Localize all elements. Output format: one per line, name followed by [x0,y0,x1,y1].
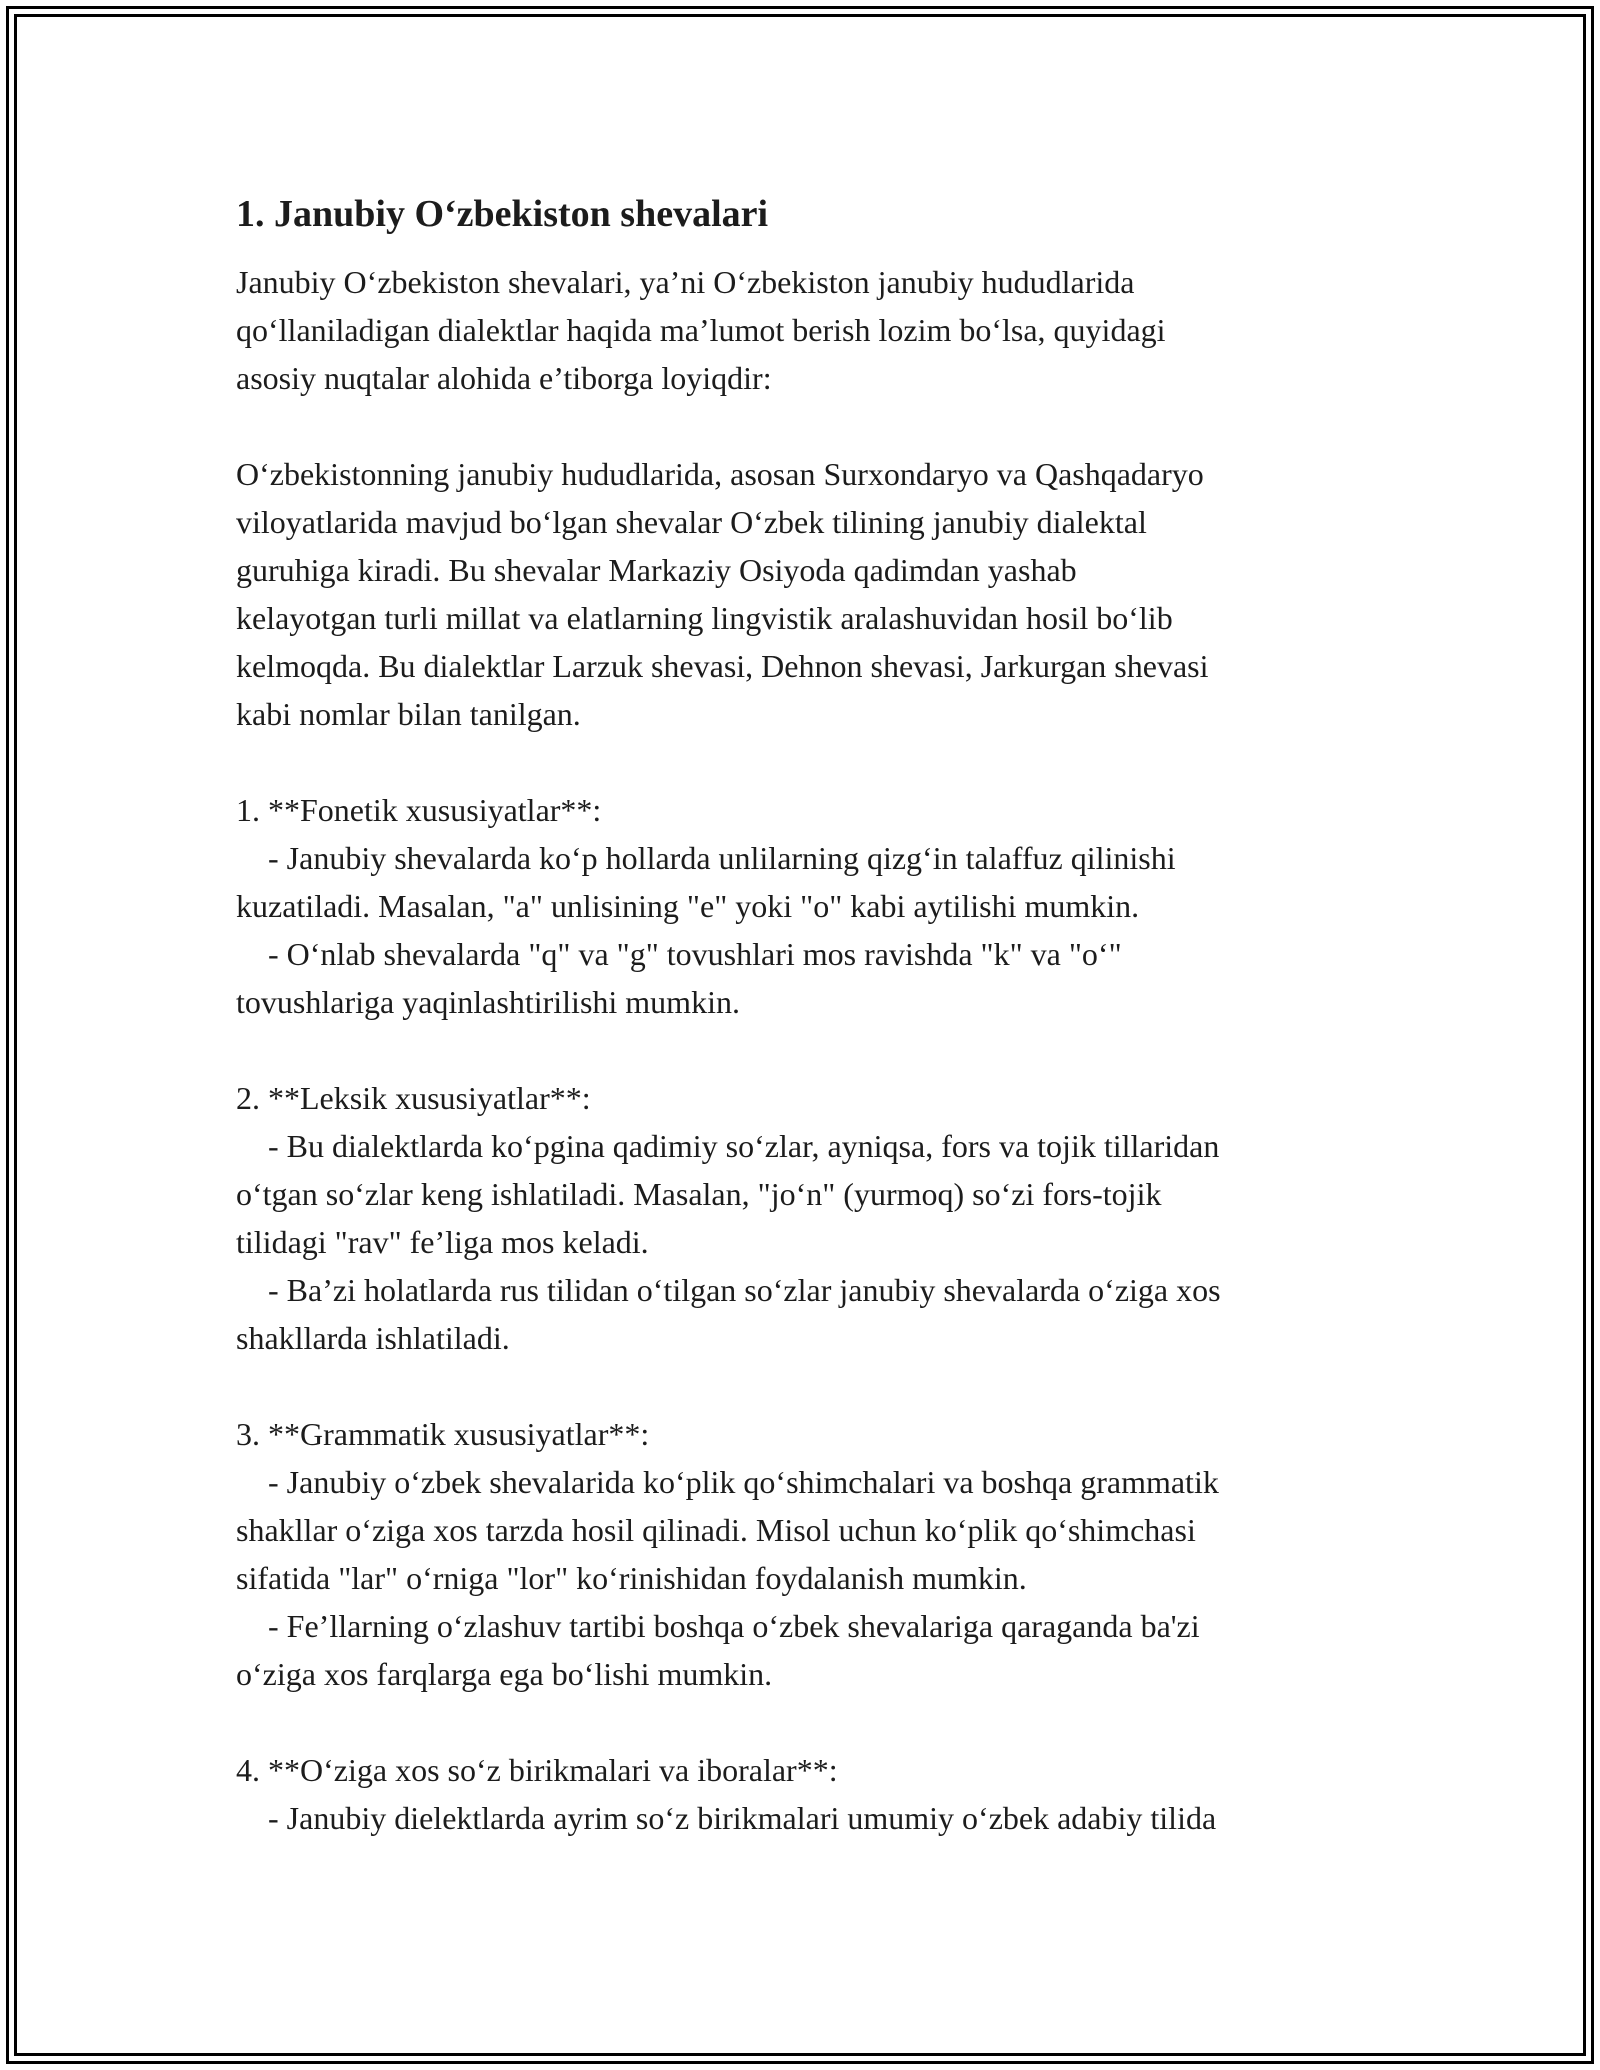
document-body [236,188,1386,1842]
text-line: o‘tgan so‘zlar keng ishlatiladi. Masalan, "jo‘n" (yurmoq) so‘zi fors-tojik [236,1176,1162,1212]
text-line: tovushlariga yaqinlashtirilishi mumkin. [236,984,740,1020]
text-line: kelmoqda. Bu dialektlar Larzuk shevasi, Dehnon shevasi, Jarkurgan shevasi [236,648,1209,684]
text-line: - Janubiy o‘zbek shevalarida ko‘plik qo‘shimchalari va boshqa grammatik [236,1464,1219,1500]
text-line: o‘ziga xos farqlarga ega bo‘lishi mumkin. [236,1656,773,1692]
text-line: Janubiy O‘zbekiston shevalari, ya’ni O‘zbekiston janubiy hududlarida [236,264,1135,300]
text-line: kuzatiladi. Masalan, "a" unlisining "e" yoki "o" kabi aytilishi mumkin. [236,888,1140,924]
text-line: - Janubiy shevalarda ko‘p hollarda unlilarning qizg‘in talaffuz qilinishi [236,840,1176,876]
text-line: viloyatlarida mavjud bo‘lgan shevalar O‘zbek tilining janubiy dialektal [236,504,1147,540]
blank-line [236,402,1386,450]
text-line: shakllar o‘ziga xos tarzda hosil qilinadi. Misol uchun ko‘plik qo‘shimchasi [236,1512,1196,1548]
text-line: guruhiga kiradi. Bu shevalar Markaziy Osiyoda qadimdan yashab [236,552,1077,588]
text-line: 4. **O‘ziga xos so‘z birikmalari va iboralar**: [236,1752,838,1788]
text-line: kelayotgan turli millat va elatlarning lingvistik aralashuvidan hosil bo‘lib [236,600,1173,636]
text-line: qo‘llaniladigan dialektlar haqida ma’lumot berish lozim bo‘lsa, quyidagi [236,312,1166,348]
text-line: O‘zbekistonning janubiy hududlarida, asosan Surxondaryo va Qashqadaryo [236,456,1204,492]
blank-line [236,1362,1386,1410]
text-line: - Fe’llarning o‘zlashuv tartibi boshqa o‘zbek shevalariga qaraganda ba'zi [236,1608,1200,1644]
text-line: - Janubiy dielektlarda ayrim so‘z birikmalari umumiy o‘zbek adabiy tilida [236,1800,1217,1836]
text-line: kabi nomlar bilan tanilgan. [236,696,581,732]
blank-line [236,738,1386,786]
section-title: 1. Janubiy O‘zbekiston shevalari [236,193,769,235]
document-text [236,258,1386,1842]
text-line: 2. **Leksik xususiyatlar**: [236,1080,591,1116]
text-line: asosiy nuqtalar alohida e’tiborga loyiqdir: [236,360,772,396]
text-line: 3. **Grammatik xususiyatlar**: [236,1416,650,1452]
text-line: tilidagi "rav" fe’liga mos keladi. [236,1224,649,1260]
text-line: - Bu dialektlarda ko‘pgina qadimiy so‘zlar, ayniqsa, fors va tojik tillaridan [236,1128,1220,1164]
text-line: sifatida "lar" o‘rniga "lor" ko‘rinishidan foydalanish mumkin. [236,1560,1027,1596]
text-line: - Ba’zi holatlarda rus tilidan o‘tilgan so‘zlar janubiy shevalarda o‘ziga xos [236,1272,1221,1308]
text-line: 1. **Fonetik xususiyatlar**: [236,792,602,828]
blank-line [236,1698,1386,1746]
text-line: - O‘nlab shevalarda "q" va "g" tovushlari mos ravishda "k" va "o‘" [236,936,1122,972]
text-line: shakllarda ishlatiladi. [236,1320,510,1356]
blank-line [236,1026,1386,1074]
